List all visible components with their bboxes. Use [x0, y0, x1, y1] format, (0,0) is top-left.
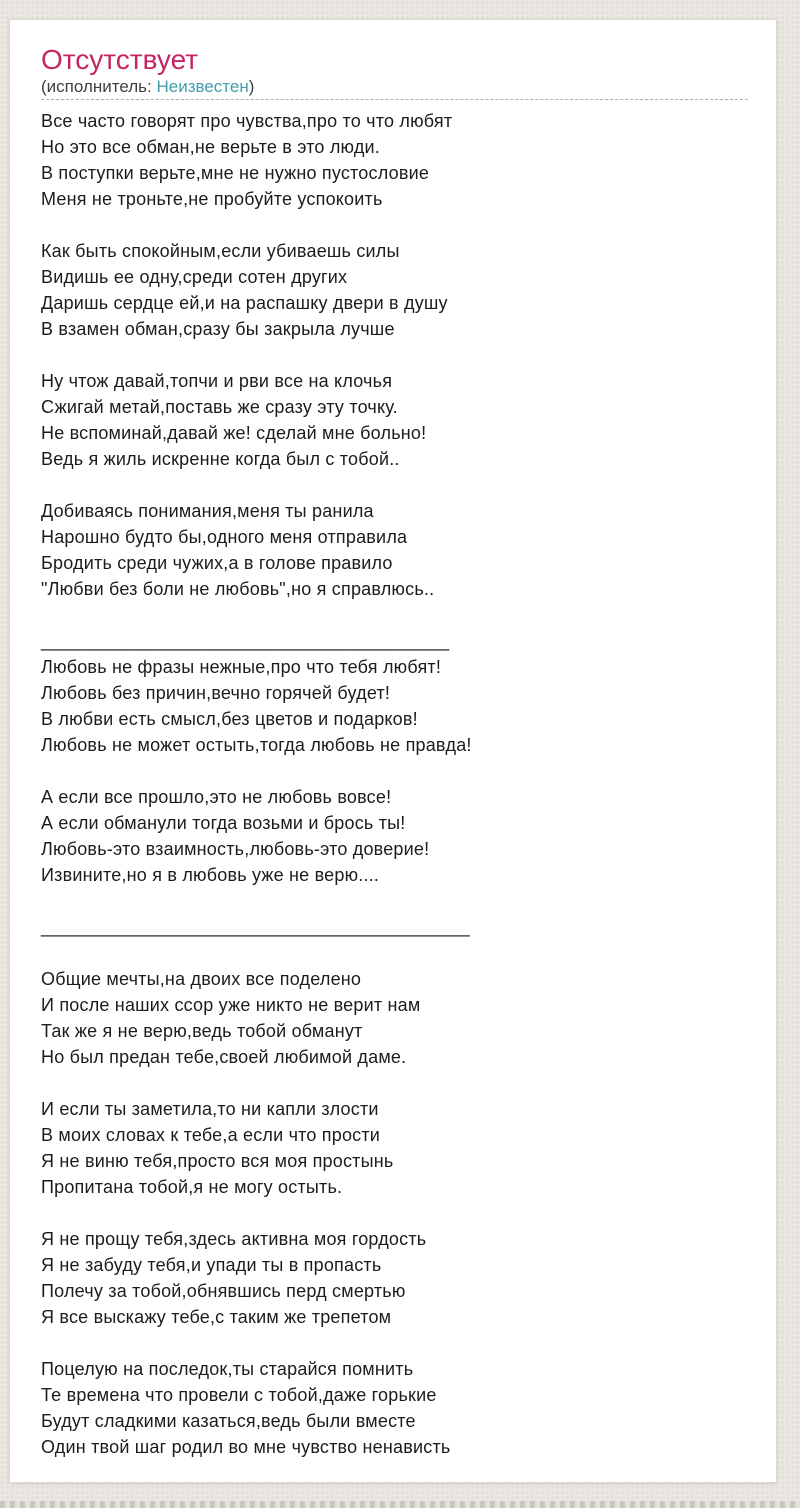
- lyric-line: И если ты заметила,то ни капли злости: [41, 1099, 379, 1119]
- lyric-line: Сжигай метай,поставь же сразу эту точку.: [41, 397, 398, 417]
- lyrics-card: [9, 19, 777, 1483]
- lyric-line: Меня не троньте,не пробуйте успокоить: [41, 189, 383, 209]
- lyric-line: "Любви без боли не любовь",но я справлюсь..: [41, 579, 435, 599]
- lyric-line: Ну чтож давай,топчи и рви все на клочья: [41, 371, 393, 391]
- lyric-line: Я не забуду тебя,и упади ты в пропасть: [41, 1255, 382, 1275]
- lyric-line: [41, 940, 748, 966]
- lyric-line: Я не прощу тебя,здесь активна моя гордость: [41, 1229, 427, 1249]
- lyric-line: И после наших ссор уже никто не верит нам: [41, 995, 421, 1015]
- lyrics-text: [41, 108, 748, 1460]
- lyric-line: ________________________________________: [41, 631, 450, 651]
- lyric-line: Общие мечты,на двоих все поделено: [41, 969, 362, 989]
- song-title: Отсутствует: [41, 44, 199, 75]
- artist-label-suffix: ): [248, 77, 255, 96]
- lyric-line: Как быть спокойным,если убиваешь силы: [41, 241, 400, 261]
- lyric-line: Но это все обман,не верьте в это люди.: [41, 137, 381, 157]
- lyric-line: Я все выскажу тебе,с таким же трепетом: [41, 1307, 392, 1327]
- lyric-line: Но был предан тебе,своей любимой даме.: [41, 1047, 407, 1067]
- lyric-line: Все часто говорят про чувства,про то что любят: [41, 111, 453, 131]
- lyric-line: Видишь ее одну,среди сотен других: [41, 267, 348, 287]
- lyric-line: Любовь не может остыть,тогда любовь не правда!: [41, 735, 472, 755]
- artist-line: [41, 77, 748, 100]
- lyric-line: В взамен обман,сразу бы закрыла лучше: [41, 319, 395, 339]
- lyric-line: Те времена что провели с тобой,даже горькие: [41, 1385, 437, 1405]
- lyric-line: В любви есть смысл,без цветов и подарков!: [41, 709, 418, 729]
- lyric-line: Так же я не верю,ведь тобой обманут: [41, 1021, 363, 1041]
- lyric-line: Я не виню тебя,просто вся моя простынь: [41, 1151, 394, 1171]
- lyric-line: Извините,но я в любовь уже не верю....: [41, 865, 380, 885]
- lyric-line: Полечу за тобой,обнявшись перд смертью: [41, 1281, 406, 1301]
- lyric-line: [41, 212, 748, 238]
- lyric-line: В поступки верьте,мне не нужно пустословие: [41, 163, 430, 183]
- lyric-line: [41, 342, 748, 368]
- lyric-line: Будут сладкими казаться,ведь были вместе: [41, 1411, 416, 1431]
- lyric-line: Пропитана тобой,я не могу остыть.: [41, 1177, 343, 1197]
- lyric-line: [41, 758, 748, 784]
- lyric-line: Не вспоминай,давай же! сделай мне больно!: [41, 423, 427, 443]
- lyric-line: В моих словах к тебе,а если что прости: [41, 1125, 381, 1145]
- lyric-line: А если обманули тогда возьми и брось ты!: [41, 813, 406, 833]
- lyric-line: [41, 602, 748, 628]
- lyric-line: А если все прошло,это не любовь вовсе!: [41, 787, 392, 807]
- lyric-line: Даришь сердце ей,и на распашку двери в душу: [41, 293, 448, 313]
- lyric-line: [41, 888, 748, 914]
- lyric-line: Любовь без причин,вечно горячей будет!: [41, 683, 391, 703]
- lyric-line: Ведь я жиль искренне когда был с тобой..: [41, 449, 400, 469]
- lyric-line: Нарошно будто бы,одного меня отправила: [41, 527, 408, 547]
- lyric-line: Любовь не фразы нежные,про что тебя любят!: [41, 657, 442, 677]
- lyric-line: [41, 1200, 748, 1226]
- lyric-line: Один твой шаг родил во мне чувство ненависть: [41, 1437, 451, 1457]
- lyric-line: [41, 1330, 748, 1356]
- lyric-line: [41, 1070, 748, 1096]
- lyric-line: Бродить среди чужих,а в голове правило: [41, 553, 393, 573]
- lyric-line: Поцелую на последок,ты старайся помнить: [41, 1359, 414, 1379]
- lyric-line: Добиваясь понимания,меня ты ранила: [41, 501, 374, 521]
- lyric-line: [41, 472, 748, 498]
- lyric-line: __________________________________________: [41, 917, 470, 937]
- artist-link[interactable]: Неизвестен: [156, 77, 249, 96]
- artist-label-prefix: (исполнитель:: [41, 77, 157, 96]
- lyric-line: Любовь-это взаимность,любовь-это доверие!: [41, 839, 430, 859]
- footer-strip: [0, 1501, 800, 1508]
